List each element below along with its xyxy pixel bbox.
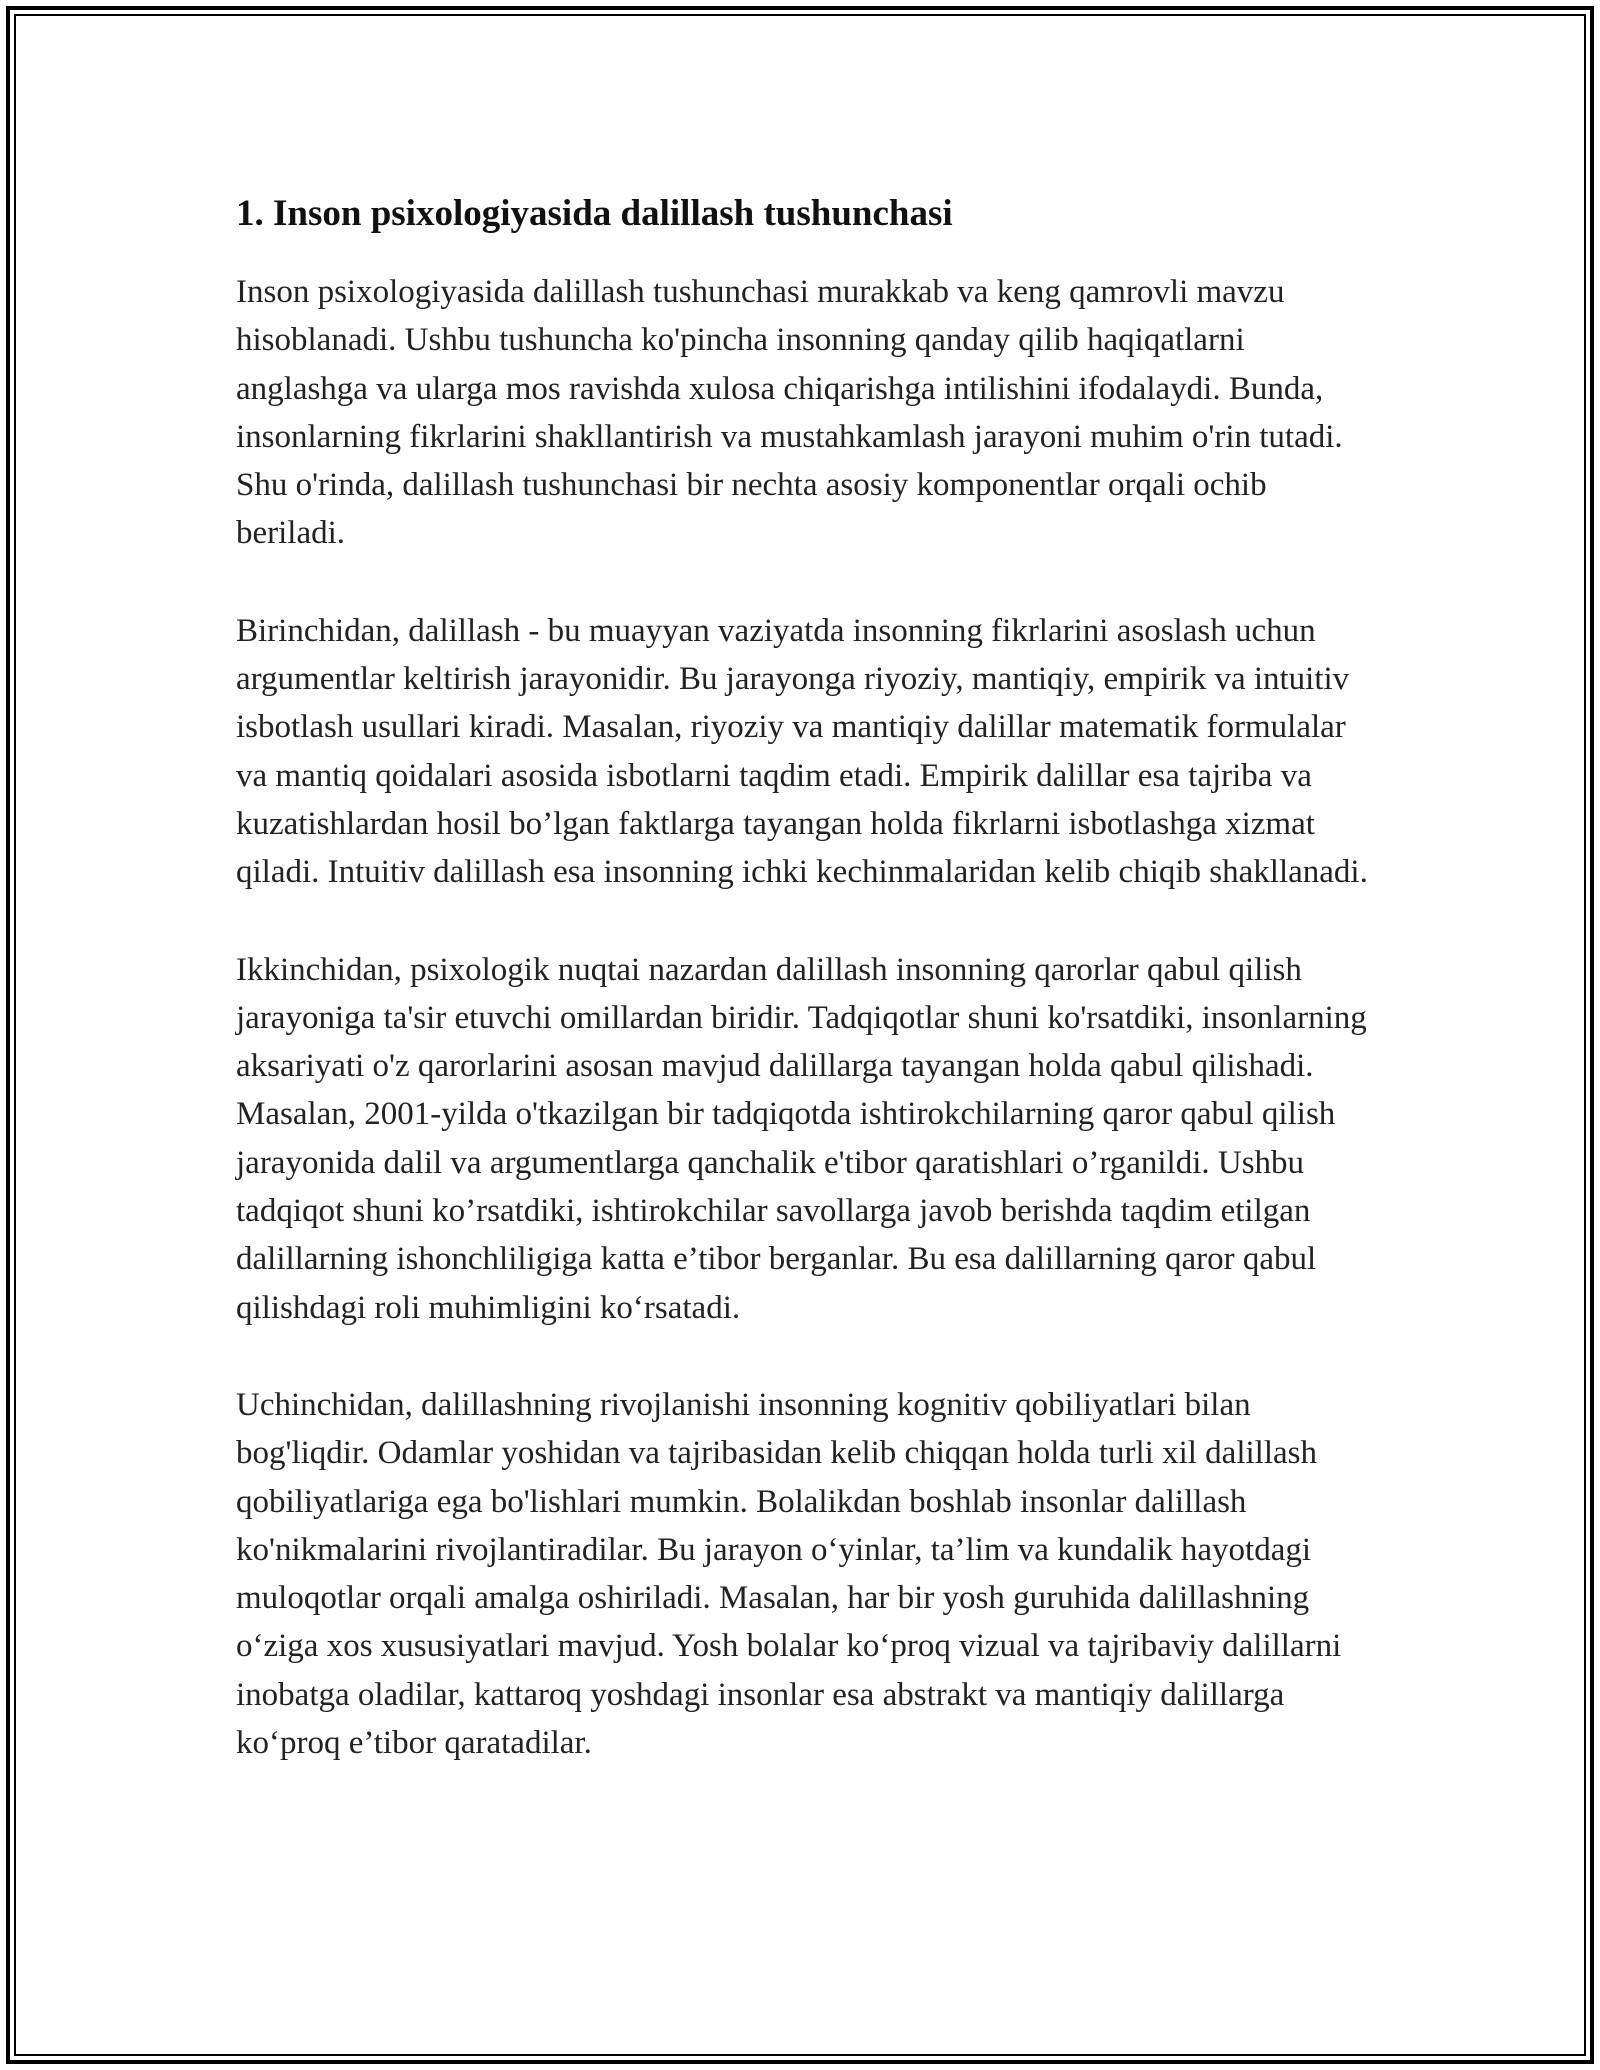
document-body bbox=[236, 186, 1376, 1816]
paragraph-first: Birinchidan, dalillash - bu muayyan vaziyatda insonning fikrlarini asoslash uchun argumentlar keltirish jarayonidir. Bu jarayonga riyoziy, mantiqiy, empirik va intuitiv isbotlash usullari kiradi. Masalan, riyoziy va mantiqiy dalillar matematik formulalar va mantiq qoidalari asosida isbotlarni taqdim etadi. Empirik dalillar esa tajriba va kuzatishlardan hosil bo’lgan faktlarga tayangan holda fikrlarni isbotlashga xizmat qiladi. Intuitiv dalillash esa insonning ichki kechinmalaridan kelib chiqib shakllanadi. bbox=[236, 612, 1368, 891]
section-heading: 1. Inson psixologiyasida dalillash tushunchasi bbox=[236, 193, 953, 234]
paragraph-third: Uchinchidan, dalillashning rivojlanishi insonning kognitiv qobiliyatlari bilan bog'liqdir. Odamlar yoshidan va tajribasidan kelib chiqqan holda turli xil dalillash qobiliyatlariga ega bo'lishlari mumkin. Bolalikdan boshlab insonlar dalillash ko'nikmalarini rivojlantiradilar. Bu jarayon o‘yinlar, ta’lim va kundalik hayotdagi muloqotlar orqali amalga oshiriladi. Masalan, har bir yosh guruhida dalillashning o‘ziga xos xususiyatlari mavjud. Yosh bolalar ko‘proq vizual va tajribaviy dalillarni inobatga oladilar, kattaroq yoshdagi insonlar esa abstrakt va mantiqiy dalillarga ko‘proq e’tibor qaratadilar. bbox=[236, 1386, 1342, 1762]
paragraph-intro: Inson psixologiyasida dalillash tushunchasi murakkab va keng qamrovli mavzu hisoblanadi. Ushbu tushuncha ko'pincha insonning qanday qilib haqiqatlarni anglashga va ularga mos ravishda xulosa chiqarishga intilishini ifodalaydi. Bunda, insonlarning fikrlarini shakllantirish va mustahkamlash jarayoni muhim o'rin tutadi. Shu o'rinda, dalillash tushunchasi bir nechta asosiy komponentlar orqali ochib beriladi. bbox=[236, 274, 1343, 552]
paragraph-second: Ikkinchidan, psixologik nuqtai nazardan dalillash insonning qarorlar qabul qilish jarayoniga ta'sir etuvchi omillardan biridir. Tadqiqotlar shuni ko'rsatdiki, insonlarning aksariyati o'z qarorlarini asosan mavjud dalillarga tayangan holda qabul qilishadi. Masalan, 2001-yilda o'tkazilgan bir tadqiqotda ishtirokchilarning qaror qabul qilish jarayonida dalil va argumentlarga qanchalik e'tibor qaratishlari o’rganildi. Ushbu tadqiqot shuni ko’rsatdiki, ishtirokchilar savollarga javob berishda taqdim etilgan dalillarning ishonchliligiga katta e’tibor berganlar. Bu esa dalillarning qaror qabul qilishdagi roli muhimligini ko‘rsatadi. bbox=[236, 951, 1367, 1326]
